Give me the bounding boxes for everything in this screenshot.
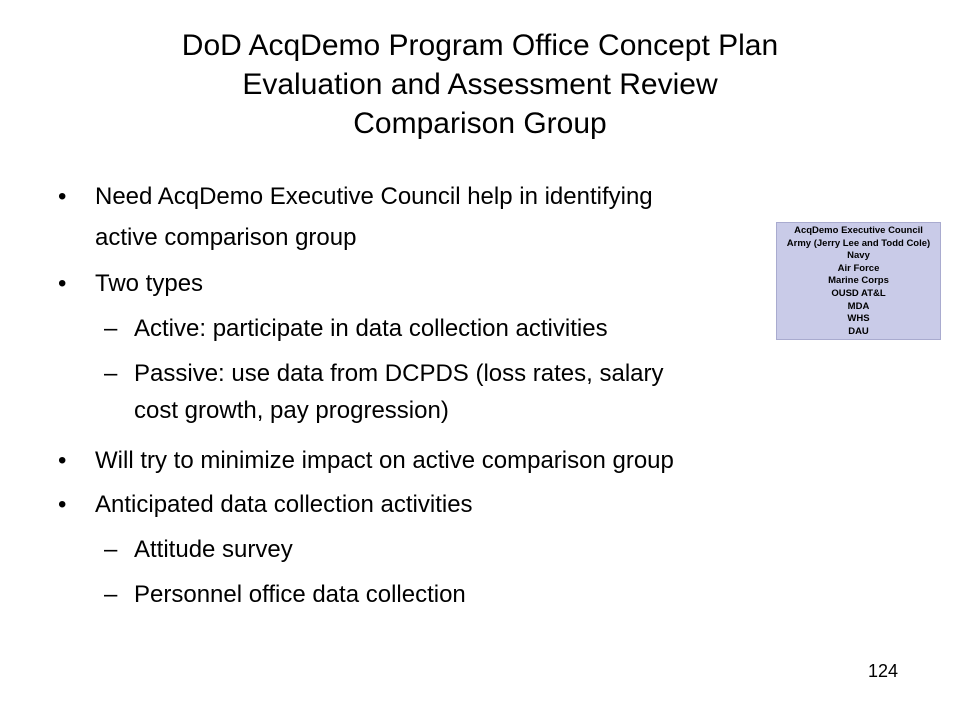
council-box-line: Marine Corps (828, 275, 889, 287)
council-box-line: Army (Jerry Lee and Todd Cole) (786, 237, 931, 249)
bullet-text-line: active comparison group (95, 224, 357, 251)
dash-mark: – (104, 360, 118, 387)
bullet-text-line: Need AcqDemo Executive Council help in identifying (95, 183, 653, 210)
executive-council-box (776, 222, 941, 340)
page-number: 124 (868, 661, 899, 681)
council-box-line: OUSD AT&L (831, 287, 886, 299)
sub-bullet-text-line: Active: participate in data collection activities (134, 315, 608, 342)
dash-mark: – (104, 315, 118, 342)
sub-bullet-text-line: Passive: use data from DCPDS (loss rates, salary (134, 360, 664, 387)
council-box-heading: AcqDemo Executive Council (794, 225, 923, 236)
council-box-line: WHS (847, 313, 870, 325)
council-box-line: Air Force (837, 262, 880, 274)
slide-title-line: Comparison Group (353, 107, 607, 140)
bullet-dot: • (58, 447, 67, 474)
dash-mark: – (104, 536, 118, 563)
bullet-text-line: Anticipated data collection activities (95, 491, 473, 518)
bullet-dot: • (58, 270, 67, 297)
dash-mark: – (104, 581, 118, 608)
sub-bullet-text-line: Personnel office data collection (134, 581, 466, 608)
bullet-text-line: Will try to minimize impact on active comparison group (95, 447, 674, 474)
sub-bullet-text-line: cost growth, pay progression) (134, 397, 449, 424)
bullet-dot: • (58, 491, 67, 518)
bullet-dot: • (58, 183, 67, 210)
sub-bullet-text-line: Attitude survey (134, 536, 293, 563)
bullet-text-line: Two types (95, 270, 204, 297)
council-box-line: MDA (847, 300, 870, 312)
council-box-line: DAU (848, 325, 869, 337)
slide-title-line: DoD AcqDemo Program Office Concept Plan (181, 29, 779, 62)
slide-title-line: Evaluation and Assessment Review (242, 68, 718, 101)
council-box-line: Navy (847, 250, 870, 262)
slide-title (60, 26, 900, 143)
